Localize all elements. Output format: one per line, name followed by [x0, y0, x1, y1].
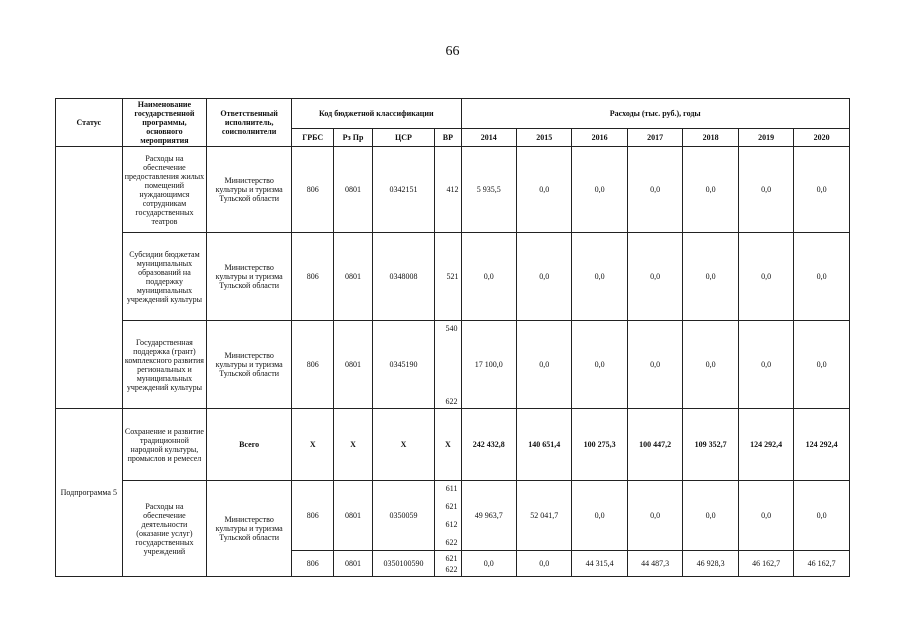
vr-code: 621 — [445, 501, 458, 511]
vr-header: ВР — [435, 129, 461, 147]
year-header: 2018 — [683, 129, 738, 147]
vr-code: 622 — [445, 564, 458, 574]
value-cell: 0,0 — [738, 481, 793, 551]
vr-code: 612 — [445, 520, 458, 530]
value-cell: 0,0 — [683, 481, 738, 551]
vr-cell: 521 — [435, 233, 461, 321]
value-cell: 52 041,7 — [516, 481, 571, 551]
total-value-cell: 109 352,7 — [683, 409, 738, 481]
value-cell: 0,0 — [683, 233, 738, 321]
csr-cell: 0348008 — [372, 233, 435, 321]
csr-cell: 0345190 — [372, 321, 435, 409]
value-cell: 44 487,3 — [627, 551, 682, 577]
value-cell: 0,0 — [627, 233, 682, 321]
value-cell: 0,0 — [794, 147, 850, 233]
table-row — [56, 147, 850, 233]
rzpr-cell: 0801 — [334, 147, 372, 233]
total-value-cell: 140 651,4 — [516, 409, 571, 481]
value-cell: 46 162,7 — [738, 551, 793, 577]
value-cell: 0,0 — [516, 321, 571, 409]
executor-cell: Министерство культуры и туризма Тульской области — [207, 233, 292, 321]
rzpr-cell: X — [334, 409, 372, 481]
budget-table — [55, 98, 850, 577]
grbs-cell: 806 — [292, 481, 334, 551]
value-cell: 0,0 — [738, 321, 793, 409]
csr-cell: 0350100590 — [372, 551, 435, 577]
year-header: 2020 — [794, 129, 850, 147]
grbs-cell: 806 — [292, 147, 334, 233]
value-cell: 0,0 — [572, 233, 627, 321]
rzpr-cell: 0801 — [334, 551, 372, 577]
vr-cell: X — [435, 409, 461, 481]
value-cell: 0,0 — [516, 233, 571, 321]
activity-name: Расходы на обеспечение деятельности (оказание услуг) государственных учреждений — [122, 481, 207, 577]
value-cell: 0,0 — [794, 233, 850, 321]
page-number: 66 — [445, 44, 460, 59]
value-cell: 0,0 — [627, 147, 682, 233]
value-cell: 0,0 — [683, 321, 738, 409]
value-cell: 0,0 — [683, 147, 738, 233]
rzpr-header: Рз Пр — [334, 129, 372, 147]
subprogram-total-row — [56, 409, 850, 481]
executor-cell: Министерство культуры и туризма Тульской области — [207, 147, 292, 233]
total-value-cell: 124 292,4 — [738, 409, 793, 481]
grbs-cell: X — [292, 409, 334, 481]
table-row — [56, 481, 850, 551]
program-name-header: Наименование государственной программы, основного мероприятия — [122, 99, 207, 147]
activity-name: Государственная поддержка (грант) комплексного развития региональных и муниципальных учреждений культуры — [122, 321, 207, 409]
year-header: 2015 — [516, 129, 571, 147]
vr-cell — [435, 321, 461, 409]
value-cell: 0,0 — [738, 147, 793, 233]
vr-cell — [435, 481, 461, 551]
subprogram-status: Подпрограмма 5 — [56, 409, 123, 577]
expenses-header: Расходы (тыс. руб.), годы — [461, 99, 850, 129]
csr-cell: 0342151 — [372, 147, 435, 233]
vr-cell — [435, 551, 461, 577]
rzpr-cell: 0801 — [334, 233, 372, 321]
budget-code-header: Код бюджетной классификации — [292, 99, 461, 129]
year-header: 2019 — [738, 129, 793, 147]
value-cell: 0,0 — [794, 321, 850, 409]
value-cell: 0,0 — [572, 147, 627, 233]
value-cell: 0,0 — [738, 233, 793, 321]
grbs-header: ГРБС — [292, 129, 334, 147]
status-header: Статус — [56, 99, 123, 147]
value-cell: 46 162,7 — [794, 551, 850, 577]
value-cell: 0,0 — [516, 551, 571, 577]
executor-cell: Министерство культуры и туризма Тульской области — [207, 321, 292, 409]
total-label: Всего — [207, 409, 292, 481]
activity-name: Субсидии бюджетам муниципальных образований на поддержку муниципальных учреждений культуры — [122, 233, 207, 321]
value-cell: 0,0 — [461, 233, 516, 321]
status-cell-empty — [56, 147, 123, 409]
activity-name: Расходы на обеспечение предоставления жилых помещений нуждающимся сотрудникам государственных театров — [122, 147, 207, 233]
value-cell: 5 935,5 — [461, 147, 516, 233]
year-header: 2016 — [572, 129, 627, 147]
value-cell: 0,0 — [461, 551, 516, 577]
total-value-cell: 100 275,3 — [572, 409, 627, 481]
table-row — [56, 321, 850, 409]
csr-header: ЦСР — [372, 129, 435, 147]
value-cell: 0,0 — [627, 321, 682, 409]
csr-cell: 0350059 — [372, 481, 435, 551]
vr-code: 622 — [445, 538, 458, 548]
vr-code: 622 — [445, 396, 458, 406]
executor-header: Ответственный исполнитель, соисполнители — [207, 99, 292, 147]
value-cell: 44 315,4 — [572, 551, 627, 577]
value-cell: 0,0 — [627, 481, 682, 551]
year-header: 2014 — [461, 129, 516, 147]
total-value-cell: 100 447,2 — [627, 409, 682, 481]
year-header: 2017 — [627, 129, 682, 147]
value-cell: 0,0 — [572, 321, 627, 409]
table-row — [56, 233, 850, 321]
executor-cell: Министерство культуры и туризма Тульской области — [207, 481, 292, 577]
value-cell: 17 100,0 — [461, 321, 516, 409]
total-value-cell: 242 432,8 — [461, 409, 516, 481]
rzpr-cell: 0801 — [334, 321, 372, 409]
grbs-cell: 806 — [292, 321, 334, 409]
grbs-cell: 806 — [292, 233, 334, 321]
vr-cell: 412 — [435, 147, 461, 233]
value-cell: 49 963,7 — [461, 481, 516, 551]
csr-cell: X — [372, 409, 435, 481]
value-cell: 0,0 — [516, 147, 571, 233]
header-row-1 — [56, 99, 850, 129]
vr-code: 611 — [445, 483, 458, 493]
total-value-cell: 124 292,4 — [794, 409, 850, 481]
value-cell: 0,0 — [794, 481, 850, 551]
value-cell: 0,0 — [572, 481, 627, 551]
grbs-cell: 806 — [292, 551, 334, 577]
vr-code: 621 — [445, 553, 458, 563]
value-cell: 46 928,3 — [683, 551, 738, 577]
vr-code: 540 — [445, 323, 458, 333]
subprogram-name: Сохранение и развитие традиционной народной культуры, промыслов и ремесел — [122, 409, 207, 481]
rzpr-cell: 0801 — [334, 481, 372, 551]
